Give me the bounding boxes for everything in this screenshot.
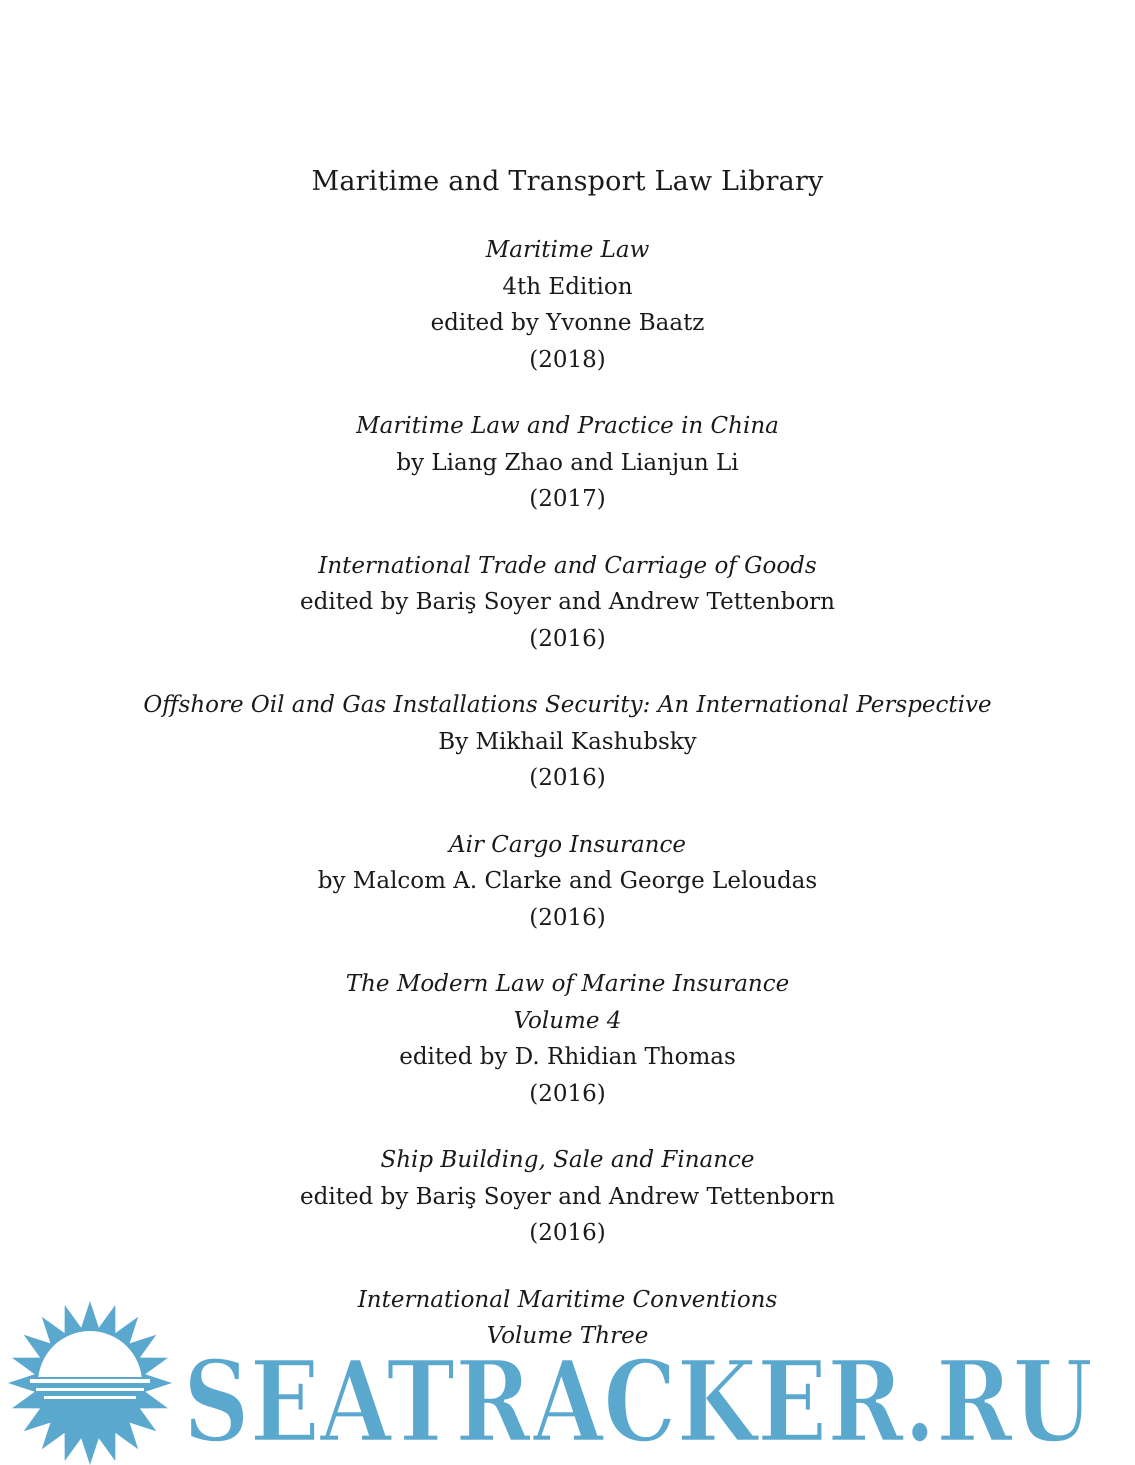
book-entry: [0, 1142, 1135, 1252]
book-entry: [0, 232, 1135, 378]
seatracker-watermark: [0, 1295, 1135, 1465]
book-title: Maritime Law: [485, 237, 650, 263]
book-title: Maritime Law and Practice in China: [356, 413, 779, 439]
book-year: (2016): [529, 1220, 606, 1246]
book-credit: By Mikhail Kashubsky: [438, 728, 697, 755]
book-title: Offshore Oil and Gas Installations Security: An International Perspective: [143, 692, 992, 718]
book-credit: by Liang Zhao and Lianjun Li: [396, 449, 739, 476]
watermark-text: SEATRACKER.RU: [183, 1337, 1093, 1465]
book-year: (2016): [529, 1080, 606, 1107]
book-title: The Modern Law of Marine Insurance: [345, 971, 790, 997]
book-credit: edited by Bariş Soyer and Andrew Tettenborn: [300, 1183, 835, 1210]
book-entry: [0, 408, 1135, 518]
book-title: Air Cargo Insurance: [449, 831, 686, 858]
book-credit: edited by Bariş Soyer and Andrew Tettenborn: [300, 589, 835, 615]
sun-logo-icon: [8, 1301, 172, 1465]
book-edition: 4th Edition: [502, 273, 633, 300]
book-entry: [0, 827, 1135, 937]
book-year: (2016): [529, 765, 606, 791]
series-title: Maritime and Transport Law Library: [311, 166, 824, 197]
book-credit: by Malcom A. Clarke and George Leloudas: [317, 868, 818, 894]
book-credit: edited by Yvonne Baatz: [430, 310, 705, 336]
book-volume: Volume Three: [486, 1323, 649, 1349]
book-year: (2016): [529, 625, 606, 652]
book-title: International Trade and Carriage of Goods: [318, 552, 817, 579]
book-title: International Maritime Conventions: [357, 1286, 778, 1313]
book-entry: [0, 548, 1135, 658]
book-volume: Volume 4: [513, 1007, 622, 1034]
book-list: [0, 232, 1135, 1385]
book-credit: edited by D. Rhidian Thomas: [399, 1044, 736, 1070]
book-title: Ship Building, Sale and Finance: [380, 1147, 755, 1173]
book-entry: [0, 966, 1135, 1112]
book-entry: [0, 687, 1135, 797]
book-year: (2016): [529, 904, 606, 931]
book-year: (2017): [529, 486, 606, 512]
book-year: (2018): [529, 346, 606, 373]
